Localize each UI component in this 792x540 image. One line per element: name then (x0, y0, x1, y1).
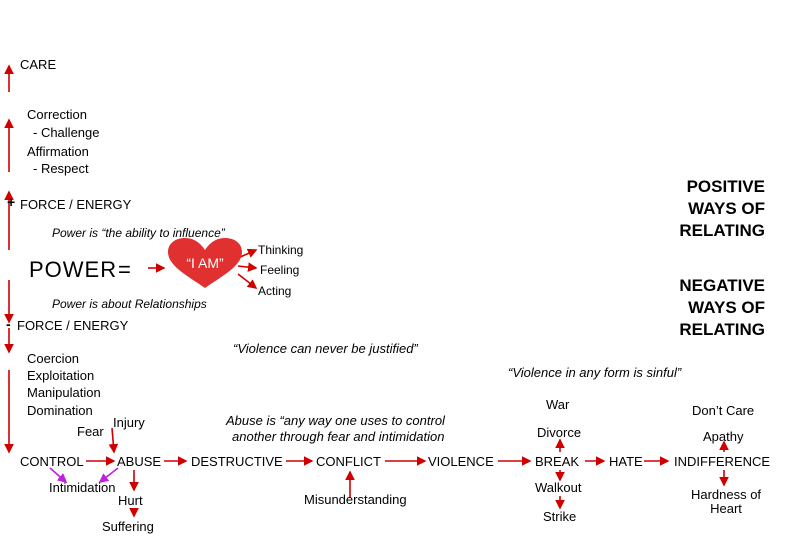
domination-label: Domination (27, 403, 93, 418)
affirmation-label: Affirmation (27, 144, 89, 159)
force-energy-negative: FORCE / ENERGY (17, 318, 129, 333)
divorce-label: Divorce (537, 425, 582, 440)
acting-label: Acting (258, 284, 292, 298)
apathy-label: Apathy (703, 429, 744, 444)
positive-ways-label: POSITIVE WAYS OF RELATING (679, 177, 765, 240)
hardness-label-line2: Heart (710, 501, 742, 516)
violence-node: VIOLENCE (428, 454, 494, 469)
intimidation-label: Intimidation (49, 480, 116, 495)
break-node: BREAK (535, 454, 580, 469)
suffering-label: Suffering (102, 519, 154, 534)
control-node: CONTROL (20, 454, 84, 469)
i-am-label: “I AM” (186, 255, 224, 271)
abuse-node: ABUSE (117, 454, 162, 469)
hate-node: HATE (609, 454, 643, 469)
injury-label: Injury (113, 415, 145, 430)
power-definition: Power is “the ability to influence” (52, 226, 225, 240)
quote-violence-sinful: “Violence in any form is sinful” (508, 365, 682, 380)
exploitation-label: Exploitation (27, 368, 95, 383)
negative-ways-label: NEGATIVE WAYS OF RELATING (679, 276, 765, 339)
destructive-node: DESTRUCTIVE (191, 454, 283, 469)
feeling-label: Feeling (260, 263, 300, 277)
correction-label: Correction (27, 107, 87, 122)
respect-label: - Respect (33, 161, 89, 176)
power-equals: = (118, 257, 132, 282)
force-energy-positive: FORCE / ENERGY (20, 197, 132, 212)
plus-sign: + (7, 194, 16, 210)
arrow-fear-to-abuse (112, 428, 114, 452)
strike-label: Strike (543, 509, 577, 524)
arrow-heart-to-feeling (238, 266, 256, 268)
care-label: CARE (20, 57, 57, 72)
power-word: POWER (29, 257, 118, 282)
fear-label: Fear (77, 424, 104, 439)
misunderstanding-label: Misunderstanding (304, 492, 407, 507)
manipulation-label: Manipulation (27, 385, 101, 400)
conflict-node: CONFLICT (316, 454, 381, 469)
hardness-label-line1: Hardness of (690, 487, 762, 502)
coercion-label: Coercion (27, 351, 80, 366)
indifference-node: INDIFFERENCE (674, 454, 771, 469)
hurt-label: Hurt (118, 493, 143, 508)
challenge-label: - Challenge (33, 125, 100, 140)
minus-sign: - (6, 316, 11, 332)
thinking-label: Thinking (258, 243, 304, 257)
dont-care-label: Don’t Care (692, 403, 755, 418)
quote-violence-justified: “Violence can never be justified” (233, 341, 418, 356)
walkout-label: Walkout (535, 480, 582, 495)
arrow-heart-to-acting (238, 274, 256, 288)
power-relationships: Power is about Relationships (52, 297, 207, 311)
abuse-definition-line1: Abuse is “any way one uses to control (226, 413, 445, 428)
war-label: War (546, 397, 570, 412)
abuse-definition-line2: another through fear and intimidation (232, 429, 445, 444)
